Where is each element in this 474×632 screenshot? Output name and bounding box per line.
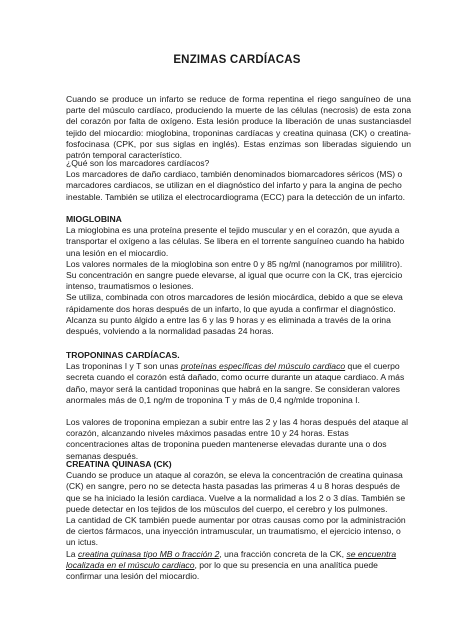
ck-p3-start: La bbox=[66, 548, 78, 559]
troponinas-section bbox=[66, 350, 411, 462]
troponinas-paragraph-1 bbox=[66, 361, 411, 406]
mioglobina-paragraph-3: Se utiliza, combinada con otros marcadores de lesión miocárdica, debido a que se eleva rápidamente dos horas después de un infarto, lo que ayuda a confirmar el diagnóstico. Alcanza su punto álgido a entre las 6 y las 9 horas y es eliminada a través de la orina después, volviendo a la normalidad pasadas 24 horas. bbox=[66, 292, 403, 337]
troponinas-p1-start: Las troponinas I y T son unas bbox=[66, 361, 181, 372]
troponinas-link[interactable]: proteínas específicas del músculo cardiaco bbox=[180, 361, 346, 372]
mioglobina-paragraph-1: La mioglobina es una proteína presente el tejido muscular y en el corazón, que ayuda a transportar el oxígeno a las células. Se libera en el torrente sanguíneo cuando ha habido una lesión en el miocardio. bbox=[66, 225, 405, 258]
ck-heading: CREATINA QUINASA (CK) bbox=[66, 459, 172, 469]
markers-text: Los marcadores de daño cardiaco, también denominados biomarcadores séricos (MS) o marcadores cardiacos, se utilizan en el diagnóstico del infarto y para la angina de pecho inestable. También se utiliza el electrocardiograma (ECC) para la detección de un infarto. bbox=[66, 169, 405, 202]
ck-paragraph-3 bbox=[66, 549, 411, 583]
mioglobina-section bbox=[66, 214, 411, 337]
ck-paragraph-1: Cuando se produce un ataque al corazón, se eleva la concentración de creatina quinasa (CK) en sangre, pero no se detecta hasta pasadas las primeras 4 u 8 horas después de que se ha iniciado la lesión cardiaca. Vuelve a la normalidad a los 2 o 3 días. También se puede detectar en los tejidos de los músculos del cuerpo, el cerebro y los pulmones. bbox=[66, 470, 406, 514]
markers-question: ¿Qué son los marcadores cardíacos? bbox=[66, 158, 210, 168]
ck-paragraph-2: La cantidad de CK también puede aumentar por otras causas como por la administración de ciertos fármacos, una inyección intramuscular, un traumatismo, el ejercicio intenso, o un ictus. bbox=[66, 515, 406, 548]
troponinas-heading: TROPONINAS CARDÍACAS. bbox=[66, 350, 180, 360]
ck-section bbox=[66, 459, 411, 582]
markers-section bbox=[66, 158, 411, 203]
mioglobina-heading: MIOGLOBINA bbox=[66, 214, 122, 224]
intro-paragraph: Cuando se produce un infarto se reduce de forma repentina el riego sanguíneo de una parte del músculo cardíaco, produciendo la muerte de las células (necrosis) de esta zona del corazón por falta de oxígeno. Esta lesión produce la liberación de unas sustanciasdel tejido del miocardio: mioglobina, troponinas cardíacas y creatina quinasa (CK) o creatina-fosfocinasa (CPK, por sus siglas en inglés). Estas enzimas son liberadas siguiendo un patrón temporal característico. bbox=[66, 94, 411, 161]
ck-location-link[interactable]: se encuentra localizada en el músculo cardiaco bbox=[66, 548, 397, 570]
ck-p3-end: , por lo que su presencia en una analítica puede confirmar una lesión del miocardio. bbox=[66, 559, 378, 582]
ck-mb-link[interactable]: creatina quinasa tipo MB o fracción 2 bbox=[77, 548, 220, 559]
troponinas-p1-end: que el cuerpo secreta cuando el corazón está dañado, como ocurre durante un ataque cardiaco. A más daño, mayor será la cantidad troponinas que habrá en la sangre. Se consideran valores anormales más de 0,1 ng/m de troponina T y más de 0,4 ng/mlde troponina I. bbox=[66, 361, 405, 405]
troponinas-paragraph-2: Los valores de troponina empiezan a subir entre las 2 y las 4 horas después del ataque al corazón, alcanzando niveles máximos pasadas entre 10 y 24 horas. Estas concentraciones altas de troponina pueden mantenerse elevadas durante una o dos semanas después. bbox=[66, 417, 409, 461]
mioglobina-paragraph-2: Los valores normales de la mioglobina son entre 0 y 85 ng/ml (nanogramos por mililitro). Su concentración en sangre puede elevarse, al igual que ocurre con la CK, tras ejercicio intenso, traumatismos o lesiones. bbox=[66, 258, 403, 292]
document-title: ENZIMAS CARDÍACAS bbox=[173, 54, 301, 66]
ck-p3-middle: , una fracción concreta de la CK, bbox=[219, 548, 347, 559]
